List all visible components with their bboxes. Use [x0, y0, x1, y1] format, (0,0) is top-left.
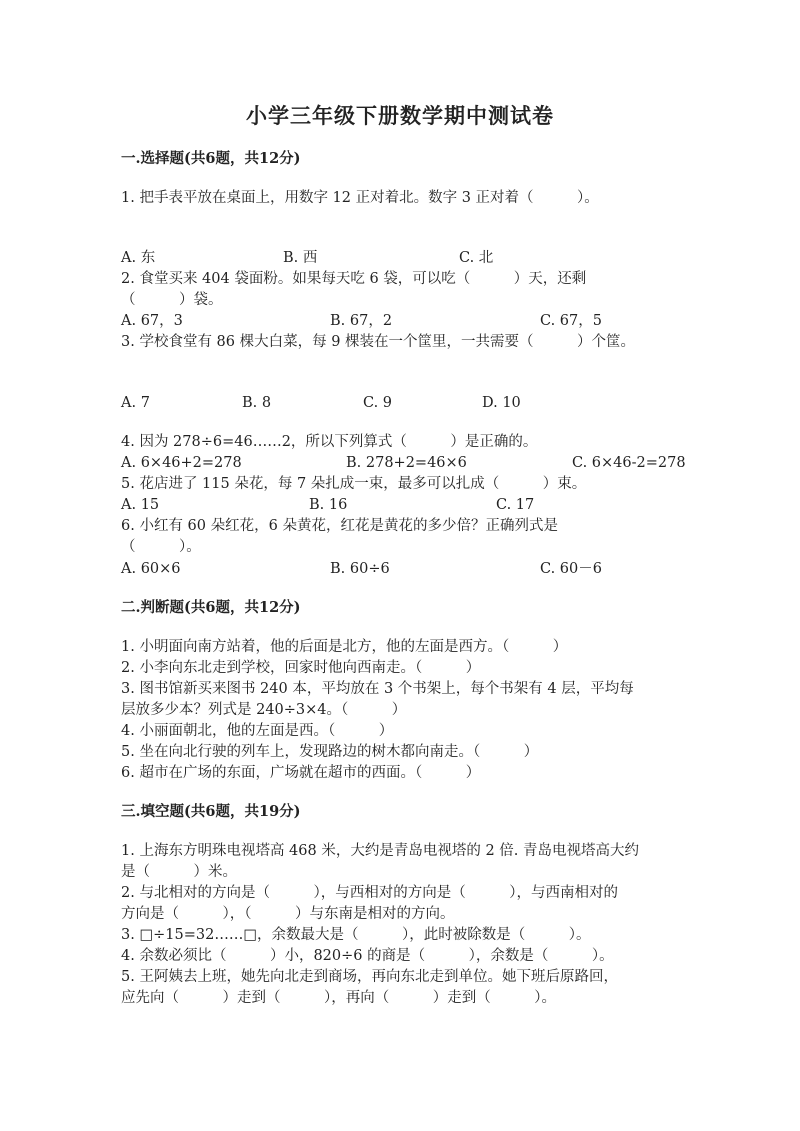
s3-q1-line2: 是（ ）米。 — [121, 864, 237, 880]
s3-q1-line1: 1. 上海东方明珠电视塔高 468 米，大约是青岛电视塔的 2 倍. 青岛电视塔高大约 — [121, 843, 639, 859]
s1-q2-option-a: A. 67，3 — [121, 313, 183, 329]
s1-q6-option-b: B. 60÷6 — [330, 561, 390, 577]
s2-q6: 6. 超市在广场的东面，广场就在超市的西面。（ ） — [121, 765, 481, 781]
s1-q3-option-c: C. 9 — [363, 395, 393, 411]
s3-q2-line2: 方向是（ ），（ ）与东南是相对的方向。 — [121, 906, 455, 922]
s1-q6-option-c: C. 60－6 — [540, 561, 602, 577]
s1-q6-line1: 6. 小红有 60 朵红花，6 朵黄花，红花是黄花的多少倍？正确列式是 — [121, 518, 558, 534]
s1-q4-option-a: A. 6×46+2=278 — [121, 455, 242, 471]
page-title: 小学三年级下册数学期中测试卷 — [246, 103, 554, 128]
s1-q1-text: 1. 把手表平放在桌面上，用数字 12 正对着北。数字 3 正对着（ ）。 — [121, 190, 599, 206]
s1-q2-line1: 2. 食堂买来 404 袋面粉。如果每天吃 6 袋，可以吃（ ）天，还剩 — [121, 271, 587, 287]
s1-q5-option-c: C. 17 — [496, 497, 535, 513]
s1-q5-option-a: A. 15 — [121, 497, 160, 513]
s1-q3-text: 3. 学校食堂有 86 棵大白菜，每 9 棵装在一个筐里，一共需要（ ）个筐。 — [121, 334, 636, 350]
section-2-heading: 二.判断题(共6题，共12分) — [121, 599, 301, 616]
s2-q5: 5. 坐在向北行驶的列车上，发现路边的树木都向南走。（ ） — [121, 744, 539, 760]
s1-q3-option-a: A. 7 — [121, 395, 150, 411]
s1-q5-text: 5. 花店进了 115 朵花，每 7 朵扎成一束，最多可以扎成（ ）束。 — [121, 476, 587, 492]
s1-q4-text: 4. 因为 278÷6=46……2，所以下列算式（ ）是正确的。 — [121, 434, 538, 450]
s1-q1-option-a: A. 东 — [121, 250, 156, 266]
section-3-heading: 三.填空题(共6题，共19分) — [121, 803, 301, 820]
s1-q1-option-c: C. 北 — [459, 250, 494, 266]
s2-q2: 2. 小李向东北走到学校，回家时他向西南走。（ ） — [121, 660, 481, 676]
s1-q2-line2: （ ）袋。 — [121, 292, 223, 308]
s3-q3: 3. □÷15=32……□，余数最大是（ ），此时被除数是（ ）。 — [121, 927, 591, 943]
s1-q2-option-b: B. 67，2 — [330, 313, 393, 329]
s1-q3-option-b: B. 8 — [242, 395, 272, 411]
s2-q1: 1. 小明面向南方站着，他的后面是北方，他的左面是西方。（ ） — [121, 639, 568, 655]
s1-q6-option-a: A. 60×6 — [121, 561, 181, 577]
section-1-heading: 一.选择题(共6题，共12分) — [121, 150, 301, 167]
s1-q3-option-d: D. 10 — [482, 395, 521, 411]
s2-q4: 4. 小丽面朝北，他的左面是西。（ ） — [121, 723, 394, 739]
s1-q6-line2: （ ）。 — [121, 539, 201, 555]
s2-q3-line2: 层放多少本？列式是 240÷3×4。（ ） — [121, 702, 407, 718]
s2-q3-line1: 3. 图书馆新买来图书 240 本，平均放在 3 个书架上，每个书架有 4 层，平均每 — [121, 681, 634, 697]
s1-q4-option-b: B. 278+2=46×6 — [346, 455, 467, 471]
s3-q2-line1: 2. 与北相对的方向是（ ），与西相对的方向是（ ），与西南相对的 — [121, 885, 618, 901]
s3-q5-line1: 5. 王阿姨去上班，她先向北走到商场，再向东北走到单位。她下班后原路回， — [121, 969, 618, 985]
s1-q2-option-c: C. 67，5 — [540, 313, 602, 329]
s1-q1-option-b: B. 西 — [283, 250, 318, 266]
s3-q5-line2: 应先向（ ）走到（ ），再向（ ）走到（ ）。 — [121, 990, 556, 1006]
s1-q5-option-b: B. 16 — [309, 497, 348, 513]
s1-q4-option-c: C. 6×46-2=278 — [572, 455, 686, 471]
s3-q4: 4. 余数必须比（ ）小，820÷6 的商是（ ），余数是（ ）。 — [121, 948, 614, 964]
